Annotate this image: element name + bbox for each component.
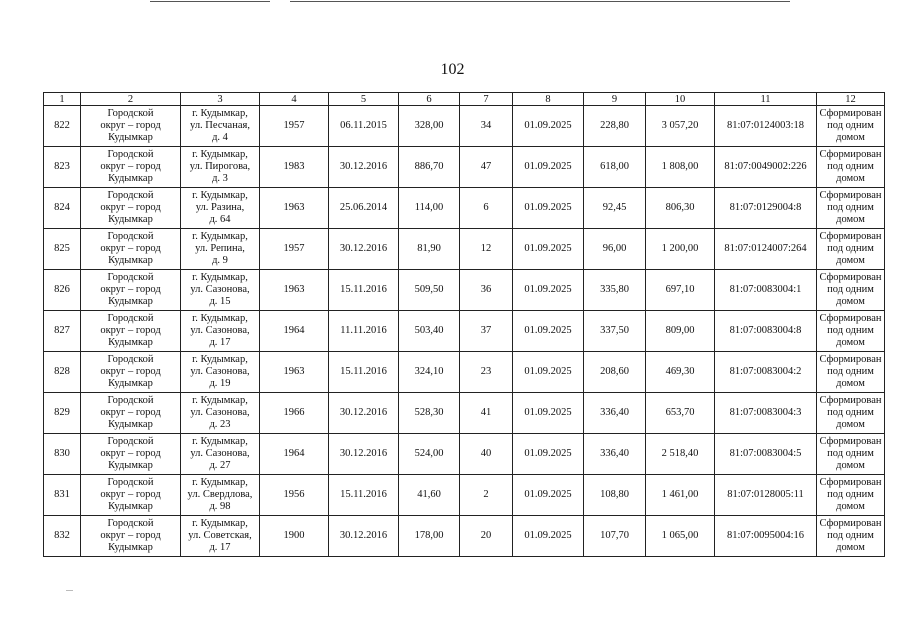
municipality-cell-line: Городской — [107, 312, 154, 324]
municipality-cell-line: округ – город — [100, 201, 161, 213]
registration-date-cell: 15.11.2016 — [329, 270, 399, 311]
scan-mark — [66, 590, 73, 591]
municipality-cell-line: Кудымкар — [108, 255, 153, 267]
land-status-cell-line: домом — [836, 173, 865, 185]
address-cell-line: д. 98 — [209, 501, 231, 513]
land-status-cell-line: домом — [836, 132, 865, 144]
address-cell-line: г. Кудымкар, — [192, 271, 248, 283]
registration-date-cell: 15.11.2016 — [329, 352, 399, 393]
land-status-cell — [817, 311, 885, 352]
column-10-cell: 1 200,00 — [646, 229, 715, 270]
year-built-cell: 1963 — [260, 352, 329, 393]
column-7-cell: 41 — [460, 393, 513, 434]
row-number-cell: 831 — [44, 475, 81, 516]
column-7-cell: 23 — [460, 352, 513, 393]
registration-date-cell: 30.12.2016 — [329, 516, 399, 557]
column-7-cell: 40 — [460, 434, 513, 475]
column-10-cell: 2 518,40 — [646, 434, 715, 475]
address-cell-line: д. 27 — [209, 460, 231, 472]
year-built-cell: 1900 — [260, 516, 329, 557]
municipality-cell-line: округ – город — [100, 365, 161, 377]
column-9-cell: 618,00 — [584, 147, 646, 188]
page-number: 102 — [440, 61, 465, 78]
municipality-cell-line: округ – город — [100, 406, 161, 418]
inspection-date-cell: 01.09.2025 — [513, 229, 584, 270]
registration-date-cell: 15.11.2016 — [329, 475, 399, 516]
land-status-cell-line: домом — [836, 214, 865, 226]
area-cell: 886,70 — [399, 147, 460, 188]
row-number-cell: 825 — [44, 229, 81, 270]
address-cell-line: ул. Разина, — [195, 201, 245, 213]
row-number-cell: 827 — [44, 311, 81, 352]
land-status-cell-line: под одним — [827, 201, 874, 213]
column-9-cell: 108,80 — [584, 475, 646, 516]
municipality-cell-line: округ – город — [100, 488, 161, 500]
year-built-cell: 1966 — [260, 393, 329, 434]
row-number-cell: 824 — [44, 188, 81, 229]
column-10-cell: 3 057,20 — [646, 106, 715, 147]
year-built-cell: 1964 — [260, 311, 329, 352]
land-status-cell-line: домом — [836, 419, 865, 431]
municipality-cell-line: Кудымкар — [108, 419, 153, 431]
municipality-cell-line: Кудымкар — [108, 173, 153, 185]
land-status-cell-line: под одним — [827, 529, 874, 541]
row-number-cell: 822 — [44, 106, 81, 147]
cadastral-number-cell: 81:07:0124003:18 — [715, 106, 817, 147]
address-cell — [181, 188, 260, 229]
address-cell — [181, 516, 260, 557]
column-9-cell: 337,50 — [584, 311, 646, 352]
municipality-cell-line: округ – город — [100, 242, 161, 254]
inspection-date-cell: 01.09.2025 — [513, 147, 584, 188]
column-10-cell: 809,00 — [646, 311, 715, 352]
housing-registry-table — [43, 92, 885, 557]
land-status-cell-line: под одним — [827, 488, 874, 500]
cadastral-number-cell: 81:07:0124007:264 — [715, 229, 817, 270]
municipality-cell — [81, 106, 181, 147]
column-10-cell: 1 808,00 — [646, 147, 715, 188]
year-built-cell: 1983 — [260, 147, 329, 188]
land-status-cell — [817, 270, 885, 311]
municipality-cell-line: Городской — [107, 353, 154, 365]
column-9-cell: 96,00 — [584, 229, 646, 270]
table-row — [44, 106, 885, 147]
area-cell: 324,10 — [399, 352, 460, 393]
column-9-cell: 208,60 — [584, 352, 646, 393]
address-cell-line: ул. Сазонова, — [190, 365, 250, 377]
address-cell — [181, 475, 260, 516]
registration-date-cell: 25.06.2014 — [329, 188, 399, 229]
registration-date-cell: 30.12.2016 — [329, 434, 399, 475]
address-cell-line: ул. Сазонова, — [190, 447, 250, 459]
land-status-cell-line: под одним — [827, 283, 874, 295]
land-status-cell-line: домом — [836, 255, 865, 267]
cadastral-number-cell: 81:07:0083004:8 — [715, 311, 817, 352]
address-cell-line: д. 4 — [212, 132, 228, 144]
column-10-cell: 1 461,00 — [646, 475, 715, 516]
municipality-cell — [81, 229, 181, 270]
column-header: 11 — [715, 93, 817, 106]
land-status-cell-line: под одним — [827, 324, 874, 336]
column-10-cell: 469,30 — [646, 352, 715, 393]
municipality-cell — [81, 188, 181, 229]
column-10-cell: 653,70 — [646, 393, 715, 434]
area-cell: 528,30 — [399, 393, 460, 434]
column-7-cell: 12 — [460, 229, 513, 270]
address-cell — [181, 106, 260, 147]
table-row — [44, 311, 885, 352]
land-status-cell-line: домом — [836, 296, 865, 308]
cadastral-number-cell: 81:07:0129004:8 — [715, 188, 817, 229]
address-cell — [181, 147, 260, 188]
address-cell-line: д. 64 — [209, 214, 231, 226]
year-built-cell: 1956 — [260, 475, 329, 516]
land-status-cell-line: Сформирован — [819, 435, 882, 447]
land-status-cell-line: под одним — [827, 365, 874, 377]
municipality-cell — [81, 311, 181, 352]
cadastral-number-cell: 81:07:0049002:226 — [715, 147, 817, 188]
address-cell-line: г. Кудымкар, — [192, 148, 248, 160]
column-header: 2 — [81, 93, 181, 106]
cadastral-number-cell: 81:07:0083004:3 — [715, 393, 817, 434]
municipality-cell — [81, 475, 181, 516]
area-cell: 41,60 — [399, 475, 460, 516]
row-number-cell: 823 — [44, 147, 81, 188]
inspection-date-cell: 01.09.2025 — [513, 352, 584, 393]
column-7-cell: 47 — [460, 147, 513, 188]
address-cell-line: г. Кудымкар, — [192, 394, 248, 406]
year-built-cell: 1963 — [260, 270, 329, 311]
column-7-cell: 6 — [460, 188, 513, 229]
column-7-cell: 20 — [460, 516, 513, 557]
land-status-cell — [817, 352, 885, 393]
cadastral-number-cell: 81:07:0128005:11 — [715, 475, 817, 516]
land-status-cell-line: под одним — [827, 119, 874, 131]
year-built-cell: 1964 — [260, 434, 329, 475]
column-10-cell: 806,30 — [646, 188, 715, 229]
municipality-cell-line: Городской — [107, 189, 154, 201]
land-status-cell-line: Сформирован — [819, 312, 882, 324]
address-cell-line: г. Кудымкар, — [192, 312, 248, 324]
land-status-cell — [817, 434, 885, 475]
address-cell-line: г. Кудымкар, — [192, 107, 248, 119]
address-cell-line: д. 15 — [209, 296, 231, 308]
area-cell: 509,50 — [399, 270, 460, 311]
municipality-cell — [81, 147, 181, 188]
year-built-cell: 1957 — [260, 106, 329, 147]
column-number-row — [44, 93, 885, 106]
column-10-cell: 697,10 — [646, 270, 715, 311]
table-row — [44, 393, 885, 434]
row-number-cell: 826 — [44, 270, 81, 311]
land-status-cell — [817, 188, 885, 229]
land-status-cell — [817, 393, 885, 434]
address-cell — [181, 229, 260, 270]
land-status-cell-line: Сформирован — [819, 189, 882, 201]
land-status-cell — [817, 475, 885, 516]
top-rule-right — [290, 1, 790, 2]
registration-date-cell: 30.12.2016 — [329, 229, 399, 270]
municipality-cell-line: Кудымкар — [108, 501, 153, 513]
address-cell-line: ул. Репина, — [195, 242, 245, 254]
address-cell-line: г. Кудымкар, — [192, 435, 248, 447]
municipality-cell-line: Городской — [107, 271, 154, 283]
municipality-cell-line: Кудымкар — [108, 378, 153, 390]
column-header: 8 — [513, 93, 584, 106]
column-7-cell: 37 — [460, 311, 513, 352]
land-status-cell-line: Сформирован — [819, 476, 882, 488]
address-cell-line: д. 17 — [209, 337, 231, 349]
land-status-cell — [817, 147, 885, 188]
land-status-cell-line: Сформирован — [819, 230, 882, 242]
inspection-date-cell: 01.09.2025 — [513, 434, 584, 475]
row-number-cell: 832 — [44, 516, 81, 557]
column-header: 6 — [399, 93, 460, 106]
address-cell — [181, 393, 260, 434]
municipality-cell — [81, 434, 181, 475]
municipality-cell-line: Городской — [107, 107, 154, 119]
column-9-cell: 92,45 — [584, 188, 646, 229]
cadastral-number-cell: 81:07:0095004:16 — [715, 516, 817, 557]
municipality-cell-line: округ – город — [100, 160, 161, 172]
municipality-cell-line: Кудымкар — [108, 296, 153, 308]
municipality-cell — [81, 393, 181, 434]
land-status-cell — [817, 106, 885, 147]
inspection-date-cell: 01.09.2025 — [513, 311, 584, 352]
address-cell-line: д. 19 — [209, 378, 231, 390]
address-cell-line: ул. Советская, — [188, 529, 252, 541]
registration-date-cell: 06.11.2015 — [329, 106, 399, 147]
address-cell-line: ул. Сазонова, — [190, 324, 250, 336]
area-cell: 524,00 — [399, 434, 460, 475]
address-cell-line: г. Кудымкар, — [192, 517, 248, 529]
registry-body — [44, 106, 885, 557]
address-cell-line: ул. Сазонова, — [190, 406, 250, 418]
address-cell-line: г. Кудымкар, — [192, 476, 248, 488]
address-cell-line: ул. Сазонова, — [190, 283, 250, 295]
table-row — [44, 516, 885, 557]
municipality-cell — [81, 352, 181, 393]
registration-date-cell: 11.11.2016 — [329, 311, 399, 352]
land-status-cell-line: под одним — [827, 160, 874, 172]
municipality-cell-line: Кудымкар — [108, 460, 153, 472]
column-7-cell: 34 — [460, 106, 513, 147]
year-built-cell: 1963 — [260, 188, 329, 229]
column-header: 7 — [460, 93, 513, 106]
municipality-cell-line: Городской — [107, 230, 154, 242]
column-7-cell: 36 — [460, 270, 513, 311]
municipality-cell-line: Городской — [107, 476, 154, 488]
column-header: 3 — [181, 93, 260, 106]
table-row — [44, 188, 885, 229]
land-status-cell-line: домом — [836, 460, 865, 472]
land-status-cell-line: домом — [836, 378, 865, 390]
row-number-cell: 829 — [44, 393, 81, 434]
municipality-cell-line: Городской — [107, 394, 154, 406]
land-status-cell-line: под одним — [827, 406, 874, 418]
address-cell-line: д. 23 — [209, 419, 231, 431]
address-cell-line: д. 17 — [209, 542, 231, 554]
municipality-cell-line: округ – город — [100, 447, 161, 459]
column-header: 9 — [584, 93, 646, 106]
column-header: 10 — [646, 93, 715, 106]
municipality-cell-line: Кудымкар — [108, 214, 153, 226]
land-status-cell-line: Сформирован — [819, 107, 882, 119]
area-cell: 503,40 — [399, 311, 460, 352]
address-cell-line: г. Кудымкар, — [192, 353, 248, 365]
land-status-cell-line: Сформирован — [819, 148, 882, 160]
inspection-date-cell: 01.09.2025 — [513, 393, 584, 434]
registration-date-cell: 30.12.2016 — [329, 147, 399, 188]
column-10-cell: 1 065,00 — [646, 516, 715, 557]
land-status-cell-line: под одним — [827, 447, 874, 459]
municipality-cell-line: округ – город — [100, 119, 161, 131]
top-rule-left — [150, 1, 270, 2]
municipality-cell-line: Городской — [107, 517, 154, 529]
cadastral-number-cell: 81:07:0083004:2 — [715, 352, 817, 393]
municipality-cell-line: округ – город — [100, 529, 161, 541]
area-cell: 178,00 — [399, 516, 460, 557]
row-number-cell: 830 — [44, 434, 81, 475]
registration-date-cell: 30.12.2016 — [329, 393, 399, 434]
municipality-cell-line: Городской — [107, 148, 154, 160]
inspection-date-cell: 01.09.2025 — [513, 106, 584, 147]
column-9-cell: 107,70 — [584, 516, 646, 557]
inspection-date-cell: 01.09.2025 — [513, 270, 584, 311]
cadastral-number-cell: 81:07:0083004:5 — [715, 434, 817, 475]
column-9-cell: 336,40 — [584, 393, 646, 434]
row-number-cell: 828 — [44, 352, 81, 393]
column-9-cell: 228,80 — [584, 106, 646, 147]
address-cell-line: д. 3 — [212, 173, 228, 185]
municipality-cell — [81, 516, 181, 557]
table-row — [44, 270, 885, 311]
inspection-date-cell: 01.09.2025 — [513, 516, 584, 557]
land-status-cell — [817, 516, 885, 557]
land-status-cell — [817, 229, 885, 270]
municipality-cell-line: Кудымкар — [108, 337, 153, 349]
land-status-cell-line: домом — [836, 337, 865, 349]
area-cell: 81,90 — [399, 229, 460, 270]
area-cell: 114,00 — [399, 188, 460, 229]
land-status-cell-line: Сформирован — [819, 353, 882, 365]
land-status-cell-line: домом — [836, 542, 865, 554]
column-9-cell: 335,80 — [584, 270, 646, 311]
address-cell-line: д. 9 — [212, 255, 228, 267]
address-cell — [181, 270, 260, 311]
column-9-cell: 336,40 — [584, 434, 646, 475]
municipality-cell-line: Кудымкар — [108, 132, 153, 144]
year-built-cell: 1957 — [260, 229, 329, 270]
column-7-cell: 2 — [460, 475, 513, 516]
address-cell-line: ул. Свердлова, — [187, 488, 253, 500]
table-row — [44, 352, 885, 393]
municipality-cell-line: округ – город — [100, 283, 161, 295]
address-cell-line: ул. Пирогова, — [189, 160, 251, 172]
table-row — [44, 475, 885, 516]
area-cell: 328,00 — [399, 106, 460, 147]
table-row — [44, 434, 885, 475]
address-cell — [181, 352, 260, 393]
municipality-cell-line: Городской — [107, 435, 154, 447]
column-header: 5 — [329, 93, 399, 106]
municipality-cell — [81, 270, 181, 311]
address-cell-line: г. Кудымкар, — [192, 189, 248, 201]
column-header: 1 — [44, 93, 81, 106]
address-cell — [181, 434, 260, 475]
address-cell-line: ул. Песчаная, — [190, 119, 250, 131]
column-header: 4 — [260, 93, 329, 106]
land-status-cell-line: под одним — [827, 242, 874, 254]
land-status-cell-line: Сформирован — [819, 394, 882, 406]
land-status-cell-line: Сформирован — [819, 271, 882, 283]
address-cell — [181, 311, 260, 352]
land-status-cell-line: домом — [836, 501, 865, 513]
table-row — [44, 229, 885, 270]
municipality-cell-line: Кудымкар — [108, 542, 153, 554]
inspection-date-cell: 01.09.2025 — [513, 475, 584, 516]
inspection-date-cell: 01.09.2025 — [513, 188, 584, 229]
land-status-cell-line: Сформирован — [819, 517, 882, 529]
address-cell-line: г. Кудымкар, — [192, 230, 248, 242]
cadastral-number-cell: 81:07:0083004:1 — [715, 270, 817, 311]
municipality-cell-line: округ – город — [100, 324, 161, 336]
table-row — [44, 147, 885, 188]
column-header: 12 — [817, 93, 885, 106]
